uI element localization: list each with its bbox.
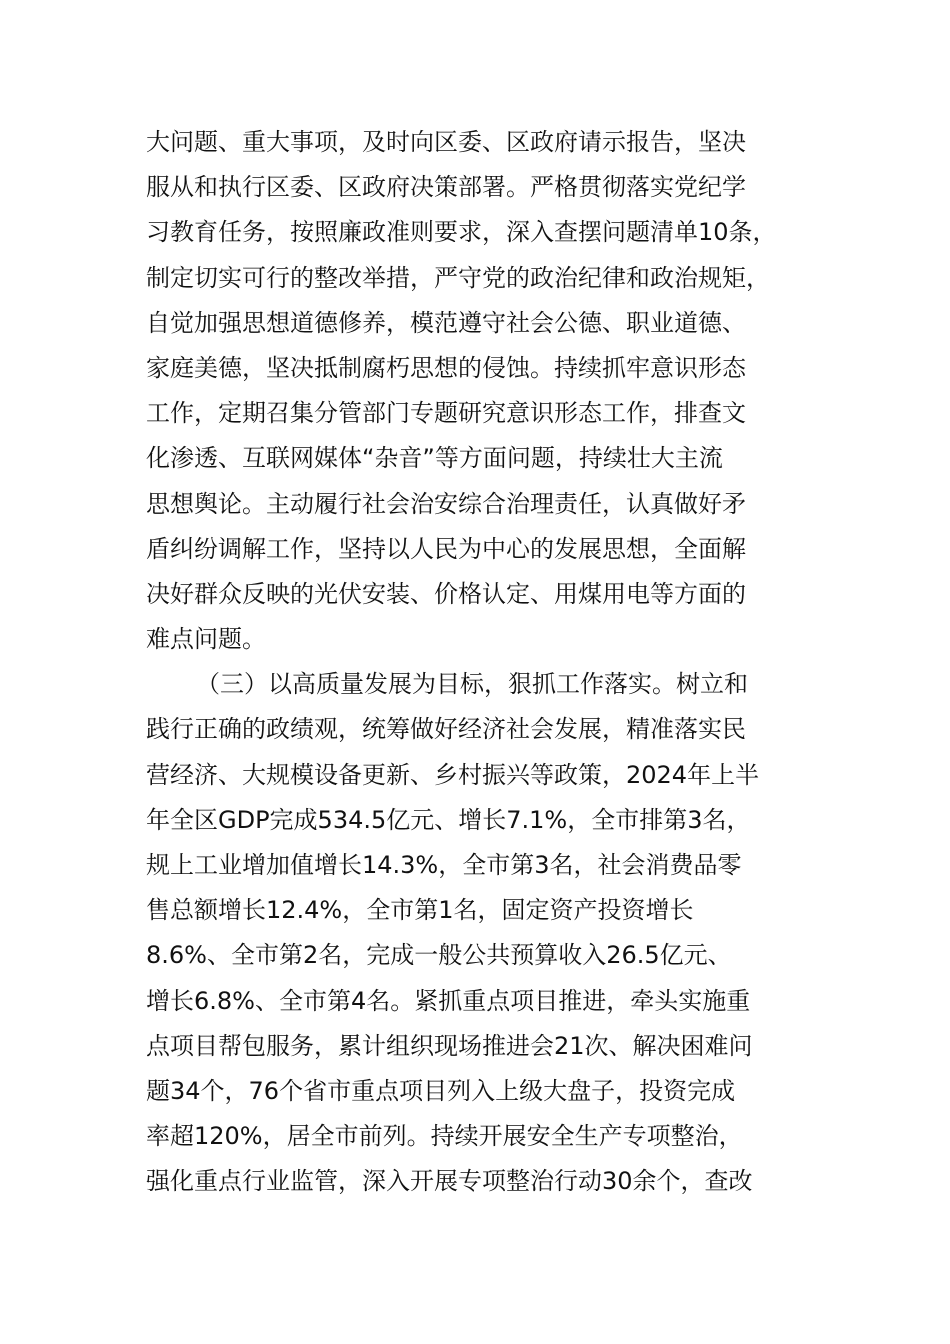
text-line-12: 难点问题。: [146, 625, 266, 654]
text-line-5: 自觉加强思想道德修养，模范遵守社会公德、职业道德、: [146, 308, 746, 337]
text-line-15: 营经济、大规模设备更新、乡村振兴等政策，2024年上半: [146, 760, 760, 789]
text-line-11: 决好群众反映的光伏安装、价格认定、用煤用电等方面的: [146, 579, 746, 608]
text-line-18: 售总额增长12.4%，全市第1名，固定资产投资增长: [146, 896, 694, 925]
text-line-22: 题34个，76个省市重点项目列入上级大盘子，投资完成: [146, 1076, 736, 1105]
text-line-9: 思想舆论。主动履行社会治安综合治理责任，认真做好矛: [146, 489, 746, 518]
text-line-8: 化渗透、互联网媒体“杂音”等方面问题，持续壮大主流: [146, 444, 723, 473]
text-line-1: 大问题、重大事项，及时向区委、区政府请示报告，坚决: [146, 128, 746, 156]
text-line-21: 点项目帮包服务，累计组织现场推进会21次、解决困难问: [146, 1031, 753, 1060]
body-text: [146, 120, 846, 1205]
text-line-6: 家庭美德，坚决抵制腐朽思想的侵蚀。持续抓牢意识形态: [146, 353, 746, 382]
text-line-19: 8.6%、全市第2名，完成一般公共预算收入26.5亿元、: [146, 941, 732, 970]
text-line-2: 服从和执行区委、区政府决策部署。严格贯彻落实党纪学: [146, 173, 746, 202]
text-line-17: 规上工业增加值增长14.3%，全市第3名，社会消费品零: [146, 851, 742, 879]
section-heading-line: （三）以高质量发展为目标，狠抓工作落实。树立和: [196, 670, 748, 699]
text-line-23: 率超120%，居全市前列。持续开展安全生产专项整治，: [146, 1122, 743, 1151]
text-line-7: 工作，定期召集分管部门专题研究意识形态工作，排查文: [146, 399, 746, 428]
text-line-4: 制定切实可行的整改举措，严守党的政治纪律和政治规矩，: [146, 263, 770, 292]
text-line-10: 盾纠纷调解工作，坚持以人民为中心的发展思想，全面解: [146, 534, 746, 563]
text-line-14: 践行正确的政绩观，统筹做好经济社会发展，精准落实民: [146, 715, 746, 744]
text-line-24: 强化重点行业监管，深入开展专项整治行动30余个，查改: [146, 1167, 753, 1196]
text-line-3: 习教育任务，按照廉政准则要求，深入查摆问题清单10条，: [146, 218, 777, 247]
text-line-16: 年全区GDP完成534.5亿元、增长7.1%，全市排第3名，: [146, 805, 751, 834]
text-line-20: 增长6.8%、全市第4名。紧抓重点项目推进，牵头实施重: [146, 986, 751, 1015]
